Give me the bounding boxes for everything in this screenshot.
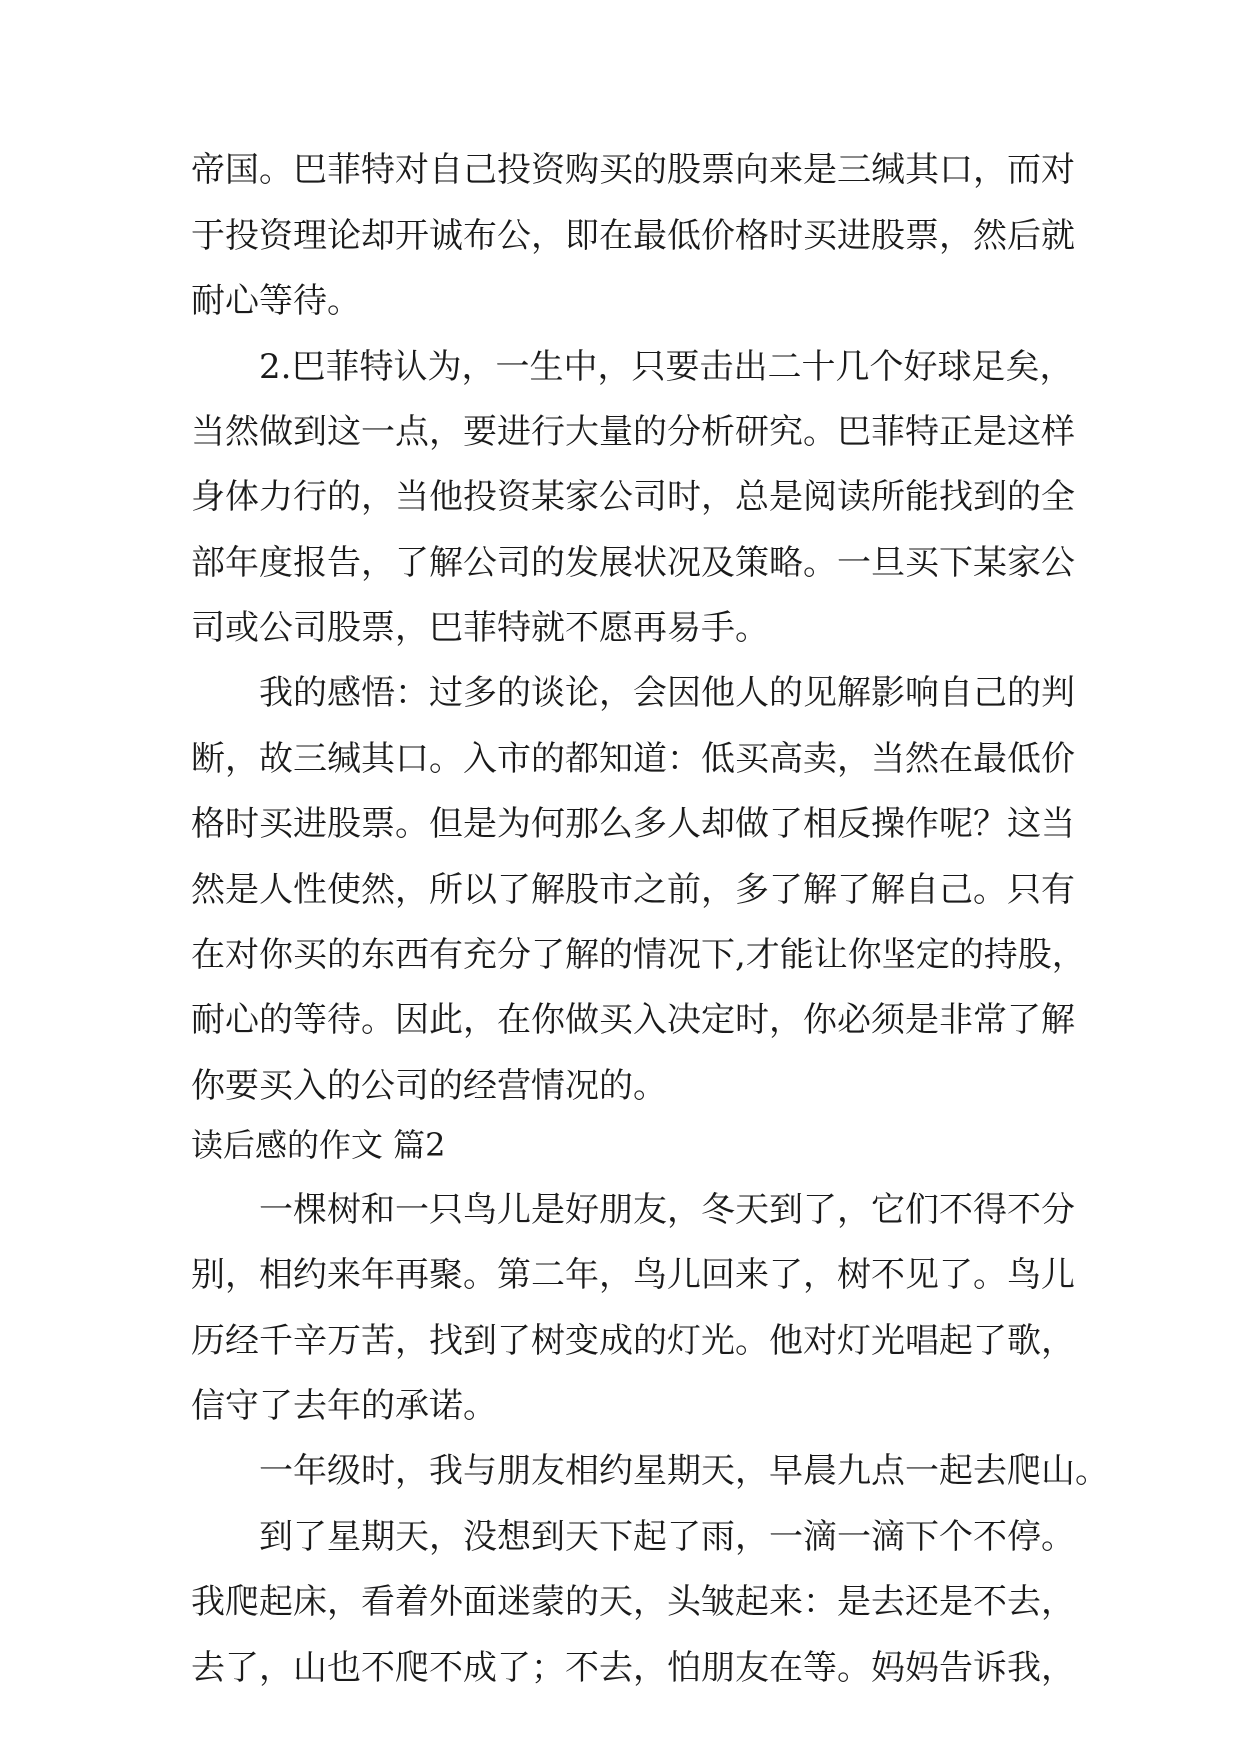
text-line: 别，相约来年再聚。第二年，鸟儿回来了，树不见了。鸟儿 (191, 1255, 1075, 1295)
text-line: 一年级时，我与朋友相约星期天，早晨九点一起去爬山。 (259, 1451, 1109, 1491)
text-line: 帝国。巴菲特对自己投资购买的股票向来是三缄其口，而对 (191, 150, 1075, 190)
text-line: 耐心的等待。因此，在你做买入决定时，你必须是非常了解 (191, 1000, 1075, 1040)
text-line: 部年度报告，了解公司的发展状况及策略。一旦买下某家公 (191, 543, 1075, 583)
text-line: 你要买入的公司的经营情况的。 (191, 1066, 667, 1106)
text-line: 然是人性使然，所以了解股市之前，多了解了解自己。只有 (191, 870, 1075, 910)
text-line: 去了，山也不爬不成了；不去，怕朋友在等。妈妈告诉我， (191, 1648, 1075, 1688)
text-line: 一棵树和一只鸟儿是好朋友，冬天到了，它们不得不分 (259, 1190, 1075, 1230)
text-line: 司或公司股票，巴菲特就不愿再易手。 (191, 608, 769, 648)
text-line: 断，故三缄其口。入市的都知道：低买高卖，当然在最低价 (191, 739, 1075, 779)
section-heading: 读后感的作文 篇2 (191, 1126, 446, 1164)
text-line: 耐心等待。 (191, 281, 361, 321)
text-line: 我的感悟：过多的谈论，会因他人的见解影响自己的判 (259, 673, 1075, 713)
text-line: 格时买进股票。但是为何那么多人却做了相反操作呢？这当 (191, 804, 1075, 844)
text-line: 信守了去年的承诺。 (191, 1386, 497, 1426)
text-line: 于投资理论却开诚布公，即在最低价格时买进股票，然后就 (191, 216, 1075, 256)
text-line: 当然做到这一点，要进行大量的分析研究。巴菲特正是这样 (191, 412, 1075, 452)
text-line: 在对你买的东西有充分了解的情况下,才能让你坚定的持股， (191, 935, 1086, 975)
text-line: 到了星期天，没想到天下起了雨，一滴一滴下个不停。 (259, 1517, 1075, 1557)
text-line: 2.巴菲特认为，一生中，只要击出二十几个好球足矣， (259, 347, 1074, 387)
text-line: 我爬起床，看着外面迷蒙的天，头皱起来：是去还是不去， (191, 1582, 1075, 1622)
text-line: 身体力行的，当他投资某家公司时，总是阅读所能找到的全 (191, 477, 1075, 517)
text-line: 历经千辛万苦，找到了树变成的灯光。他对灯光唱起了歌， (191, 1321, 1075, 1361)
